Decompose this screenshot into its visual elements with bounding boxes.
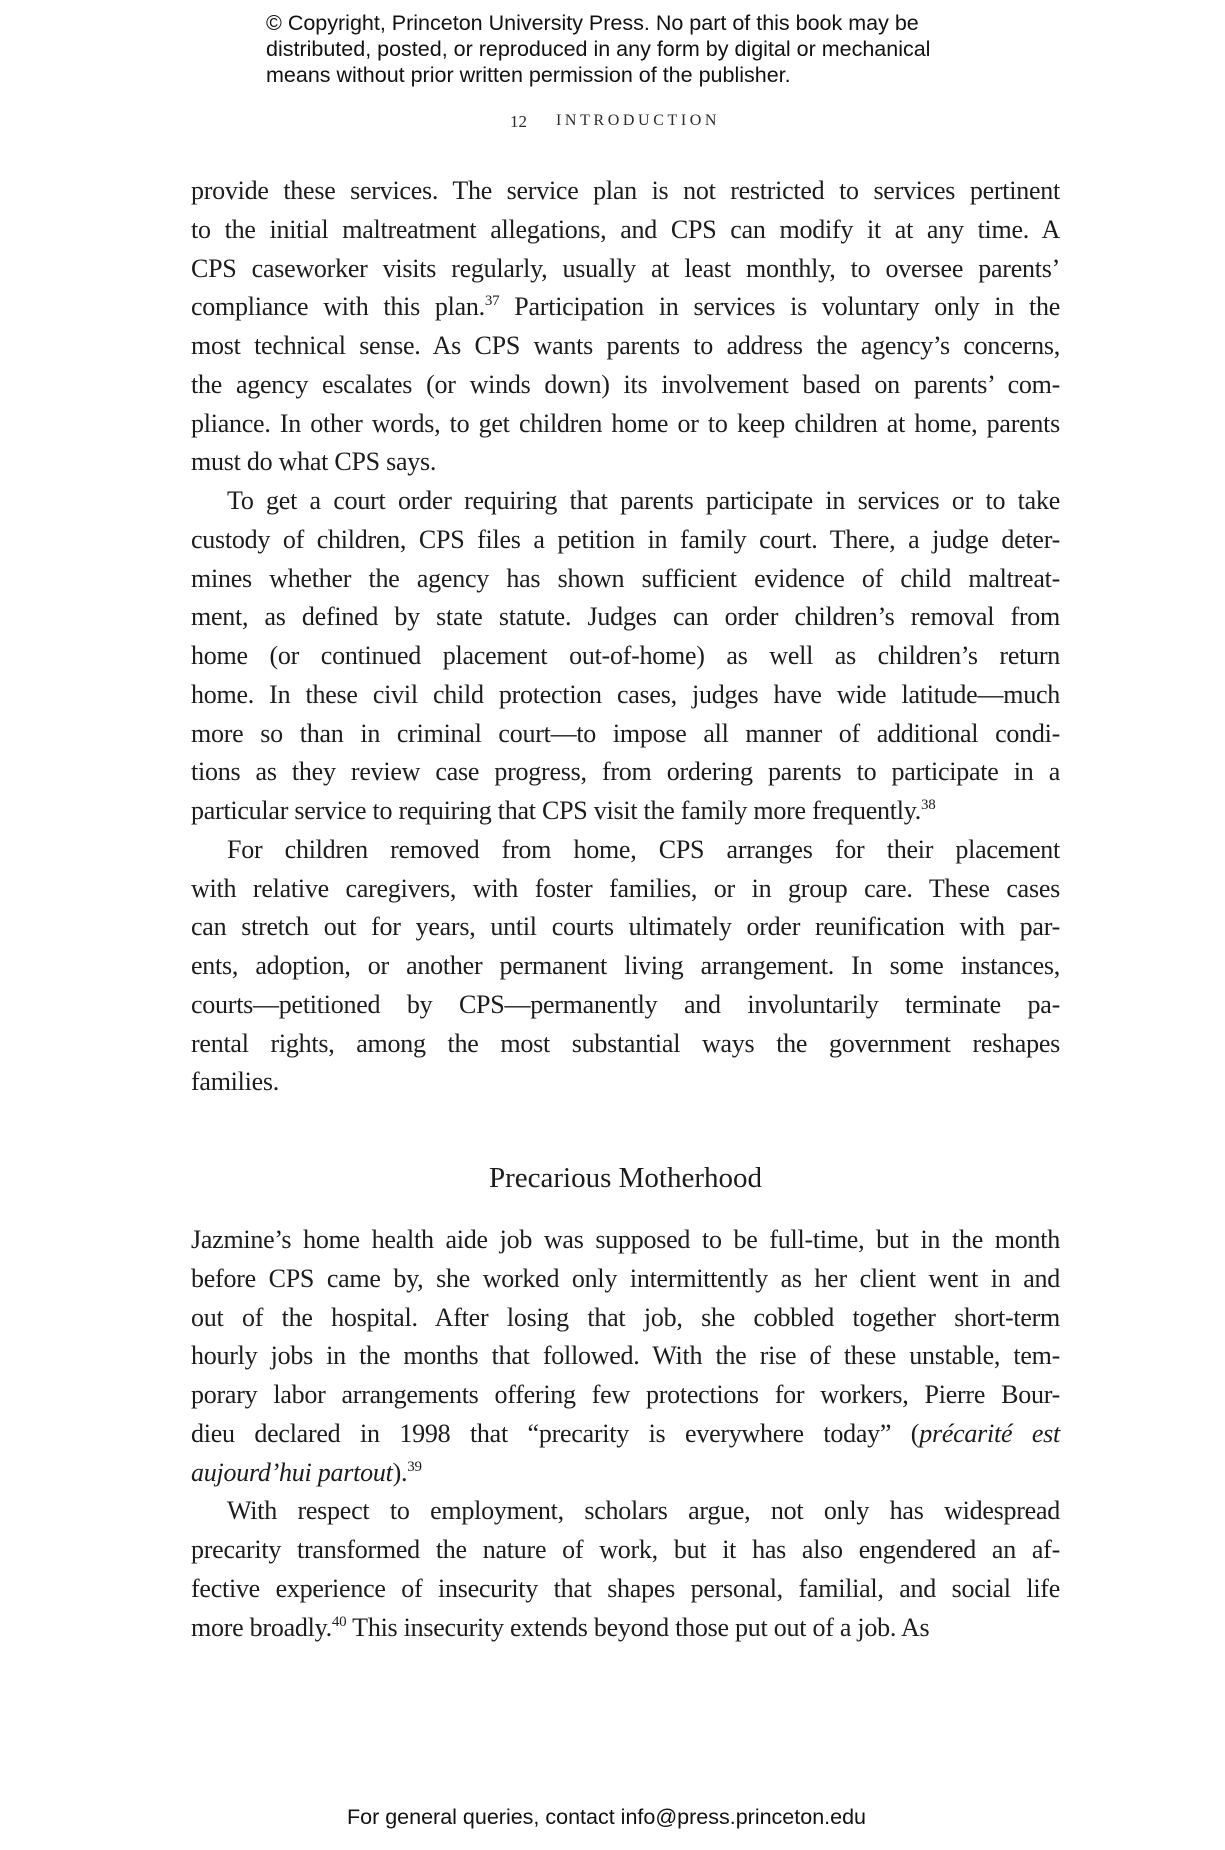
text-line: families. (191, 1067, 280, 1097)
text-line: CPS caseworker visits regularly, usually at least monthly, to oversee parents’ (191, 253, 1060, 283)
text-line: provide these services. The service plan is not restricted to services pertinent (191, 176, 1060, 205)
copyright-line: distributed, posted, or reproduced in any form by digital or mechanical (266, 37, 931, 61)
text-line: must do what CPS says. (191, 447, 437, 477)
text-line: can stretch out for years, until courts ultimately order reunification with par- (191, 912, 1060, 942)
text-line: ents, adoption, or another permanent living arrangement. In some instances, (191, 951, 1060, 980)
copyright-line: means without prior written permission of the publisher. (266, 63, 791, 87)
footnote-marker[interactable]: 37 (484, 293, 500, 310)
text-line: dieu declared in 1998 that “precarity is everywhere today” (précarité est (191, 1418, 1061, 1448)
text-line: For children removed from home, CPS arranges for their placement (227, 834, 1060, 864)
text-line: the agency escalates (or winds down) its involvement based on parents’ com- (191, 369, 1060, 399)
text-line: out of the hospital. After losing that job, she cobbled together short-term (191, 1302, 1060, 1332)
text-line: before CPS came by, she worked only intermittently as her client went in and (191, 1263, 1060, 1293)
text-line: hourly jobs in the months that followed. With the rise of these unstable, tem- (191, 1341, 1060, 1371)
text-line: more so than in criminal court—to impose all manner of additional condi- (191, 718, 1060, 748)
text-line: Jazmine’s home health aide job was supposed to be full-time, but in the month (191, 1225, 1060, 1254)
text-line: compliance with this plan.$^{37}$ Participation in services is voluntary only in the (191, 292, 1060, 322)
text-line: courts—petitioned by CPS—permanently and involuntarily terminate pa- (191, 989, 1060, 1019)
text-line: With respect to employment, scholars argue, not only has widespread (227, 1496, 1060, 1526)
chapter-title: INTRODUCTION (556, 112, 721, 129)
text-line: with relative caregivers, with foster families, or in group care. These cases (191, 873, 1060, 903)
text-line: To get a court order requiring that parents participate in services or to take (227, 486, 1060, 515)
text-line: pliance. In other words, to get children home or to keep children at home, parents (191, 408, 1060, 438)
section-heading: Precarious Motherhood (488, 1162, 763, 1194)
text-line: most technical sense. As CPS wants parents to address the agency’s concerns, (191, 331, 1060, 360)
footer-contact: For general queries, contact info@press.princeton.edu (347, 1805, 867, 1829)
text-line: custody of children, CPS files a petition in family court. There, a judge deter- (191, 524, 1060, 554)
text-line: particular service to requiring that CPS visit the family more frequently.$^{38}$ (191, 796, 936, 825)
copyright-notice (266, 10, 930, 88)
page-number: 12 (510, 112, 527, 131)
text-line: mines whether the agency has shown sufficient evidence of child maltreat- (191, 563, 1060, 593)
text-line: porary labor arrangements offering few protections for workers, Pierre Bour- (191, 1380, 1060, 1409)
text-line: to the initial maltreatment allegations, and CPS can modify it at any time. A (191, 214, 1060, 244)
text-line: home (or continued placement out-of-home) as well as children’s return (191, 641, 1060, 670)
copyright-line: © Copyright, Princeton University Press. No part of this book may be (266, 11, 919, 35)
text-line: tions as they review case progress, from ordering parents to participate in a (191, 757, 1060, 787)
text-line: rental rights, among the most substantial ways the government reshapes (191, 1028, 1060, 1058)
footnote-marker[interactable]: 38 (921, 797, 936, 813)
text-line: fective experience of insecurity that shapes personal, familial, and social life (191, 1573, 1060, 1603)
text-line: ment, as defined by state statute. Judges can order children’s removal from (191, 602, 1060, 632)
italic-quote: précarité est (919, 1418, 1061, 1448)
text-line: precarity transformed the nature of work, but it has also engendered an af- (191, 1535, 1060, 1564)
text-line: aujourd’hui partout).$^{39}$ (191, 1457, 422, 1487)
footnote-marker[interactable]: 39 (407, 1458, 422, 1475)
text-line: more broadly.$^{40}$ This insecurity extends beyond those put out of a job. As (191, 1612, 930, 1642)
italic-quote: aujourd’hui partout (191, 1457, 393, 1487)
text-line: home. In these civil child protection cases, judges have wide latitude—much (191, 679, 1060, 709)
footnote-marker[interactable]: 40 (331, 1613, 347, 1630)
